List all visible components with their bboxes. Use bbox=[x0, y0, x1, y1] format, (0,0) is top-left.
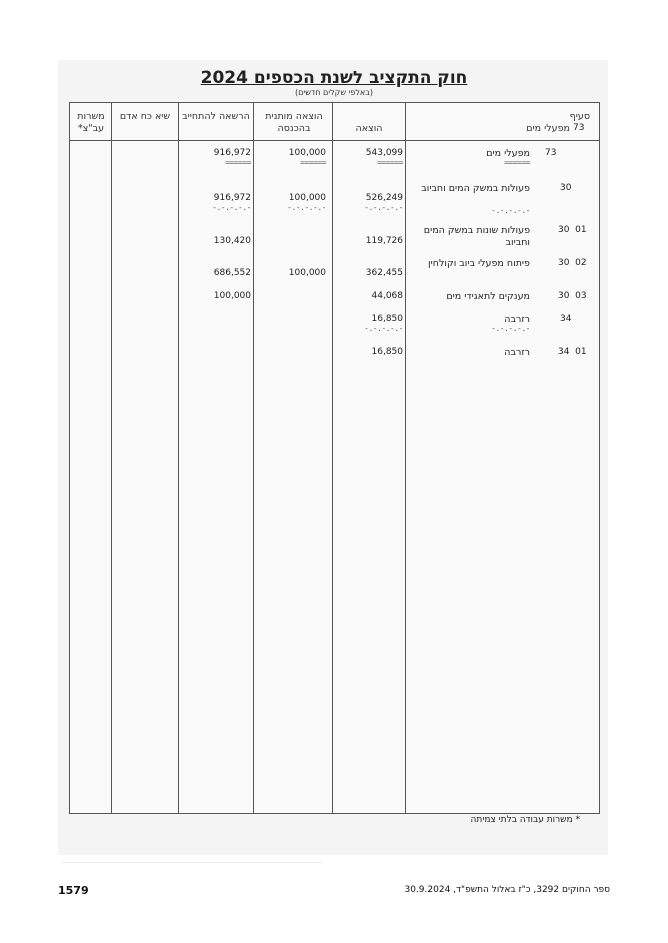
row-name: מענקים לתאגידי מים bbox=[446, 291, 530, 302]
double-underline: ====== bbox=[504, 158, 530, 167]
expense-value: 16,850 bbox=[371, 347, 403, 357]
row-name: רזרבה bbox=[504, 314, 530, 325]
commitment-value: 686,552 bbox=[213, 268, 251, 278]
row-name: פעולות שונות במשק המים וחביוב bbox=[423, 225, 530, 248]
single-underline: -.-.-.-.- bbox=[491, 206, 530, 215]
commitment-value: 100,000 bbox=[213, 291, 251, 301]
scan-artifact-line bbox=[62, 862, 322, 863]
column-divider bbox=[405, 102, 406, 814]
commitment-value: 130,420 bbox=[213, 236, 251, 246]
column-divider bbox=[111, 102, 112, 814]
row-code: 34 bbox=[560, 314, 572, 324]
expense-value: 16,850 bbox=[371, 314, 403, 324]
row-name: מפעלי מים bbox=[486, 148, 530, 159]
expense-value: 44,068 bbox=[371, 291, 403, 301]
double-underline: ====== bbox=[300, 158, 326, 167]
row-code: 30 01 bbox=[558, 225, 587, 235]
header-commitment: הרשאה להתחייב bbox=[182, 111, 250, 122]
footnote: * משרות עבודה בלתי צמיתה bbox=[470, 815, 580, 825]
header-positions: משרות עב"צ* bbox=[77, 111, 105, 134]
conditional-value: 100,000 bbox=[288, 193, 326, 203]
header-expense: הוצאה bbox=[355, 123, 383, 134]
row-code: 34 01 bbox=[558, 347, 587, 357]
conditional-value: 100,000 bbox=[288, 148, 326, 158]
row-code: 30 bbox=[560, 183, 572, 193]
single-underline: -.-.-.-.- bbox=[287, 203, 326, 212]
column-divider bbox=[253, 102, 254, 814]
page-subtitle: (באלפי שקלים חדשים) bbox=[295, 88, 373, 97]
header-conditional-expense: הוצאה מותנית בהכנסה bbox=[265, 111, 323, 134]
page-number: 1579 bbox=[58, 884, 89, 897]
expense-value: 526,249 bbox=[365, 193, 403, 203]
double-underline: ====== bbox=[377, 158, 403, 167]
row-name: רזרבה bbox=[504, 347, 530, 358]
header-section-name: מפעלי מים bbox=[526, 123, 570, 134]
row-code: 30 03 bbox=[558, 291, 587, 301]
row-code: 30 02 bbox=[558, 258, 587, 268]
expense-value: 362,455 bbox=[365, 268, 403, 278]
commitment-value: 916,972 bbox=[213, 148, 251, 158]
page-title: חוק התקציב לשנת הכספים 2024 bbox=[200, 68, 468, 88]
row-name: פעולות במשק המים וחביוב bbox=[421, 183, 530, 194]
header-divider bbox=[69, 140, 600, 141]
publication-info: ספר החוקים 3292, כ"ז באלול התשפ"ד, 30.9.2024 bbox=[404, 885, 610, 895]
expense-value: 543,099 bbox=[365, 148, 403, 158]
expense-value: 119,726 bbox=[365, 236, 403, 246]
double-underline: ====== bbox=[225, 158, 251, 167]
commitment-value: 916,972 bbox=[213, 193, 251, 203]
column-divider bbox=[178, 102, 179, 814]
header-peak-manpower: שיא כח אדם bbox=[119, 111, 171, 122]
single-underline: -.-.-.-.- bbox=[491, 324, 530, 333]
single-underline: -.-.-.-.- bbox=[364, 324, 403, 333]
header-section-code: 73 bbox=[573, 123, 585, 133]
conditional-value: 100,000 bbox=[288, 268, 326, 278]
header-section-label: סעיף bbox=[569, 111, 590, 122]
single-underline: -.-.-.-.- bbox=[364, 203, 403, 212]
column-divider bbox=[332, 102, 333, 814]
single-underline: -.-.-.-.- bbox=[212, 203, 251, 212]
row-code: 73 bbox=[545, 148, 557, 158]
row-name: פיתוח מפעלי ביוב וקולחין bbox=[428, 258, 530, 269]
